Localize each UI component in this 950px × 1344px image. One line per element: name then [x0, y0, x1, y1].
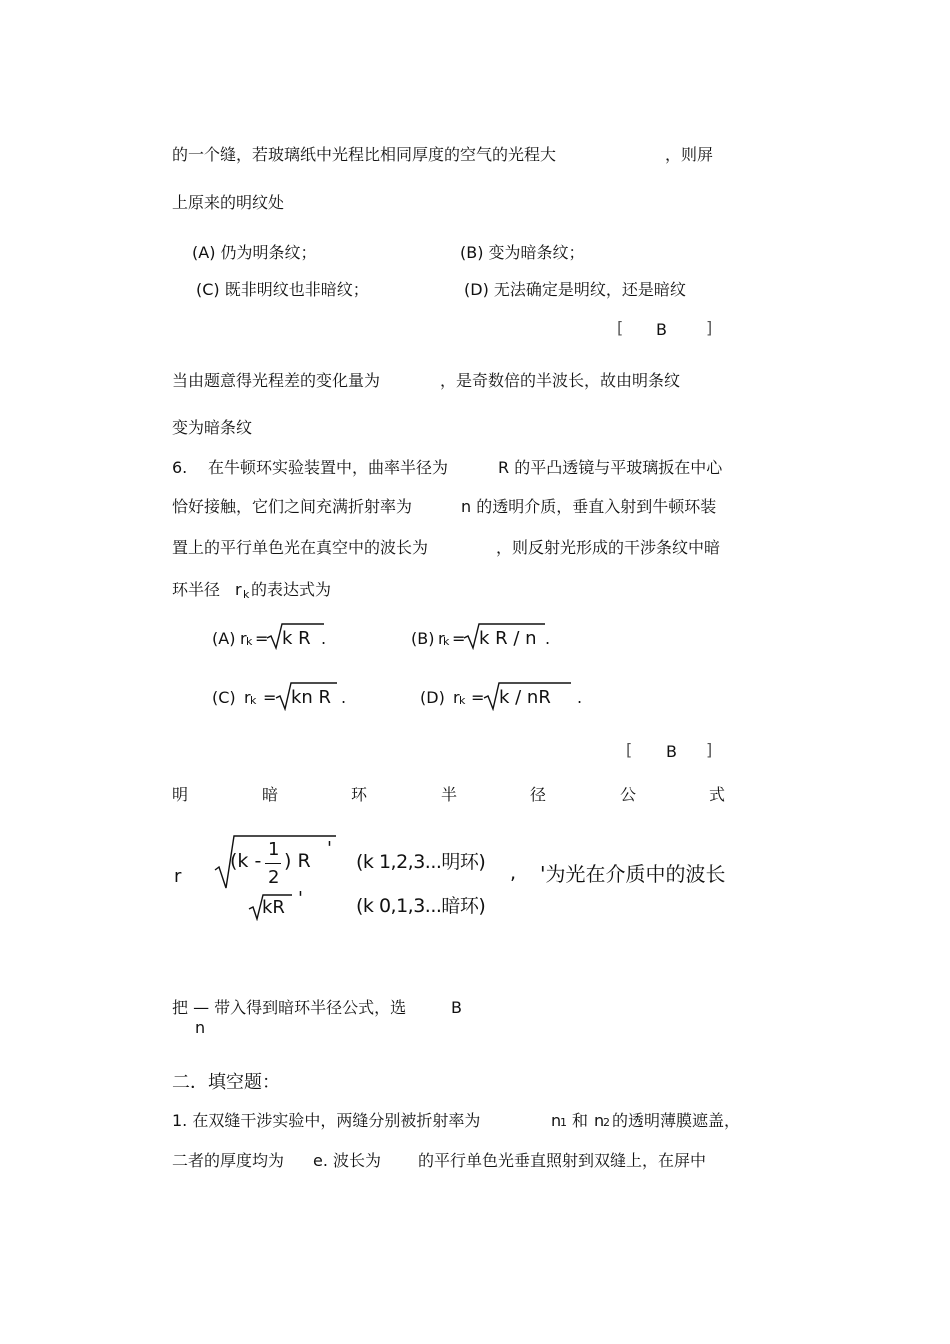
q6-option-a-radicand: k R — [282, 628, 311, 649]
q6-line2: 恰好接触，它们之间充满折射率为 — [172, 497, 413, 516]
q5-option-a: (A) 仍为明条纹； — [192, 243, 317, 262]
q6-line4-end: 的表达式为 — [251, 580, 332, 599]
q6-substitution-line: 把 — 带入得到暗环半径公式，选 — [172, 998, 407, 1017]
q5-line1-end: ，则屏 — [665, 145, 714, 164]
q5-explanation-1: 当由题意得光程差的变化量为 — [172, 371, 381, 390]
s2-q1-n2-sub: 2 — [603, 1116, 610, 1129]
q6-option-b-period: . — [545, 629, 551, 648]
q5-option-d: (D) 无法确定是明纹，还是暗纹 — [464, 280, 686, 299]
formula-heading-char: 半 — [441, 785, 458, 804]
q6-option-b-equals: = — [452, 629, 466, 648]
q6-line4: 环半径 — [172, 580, 221, 599]
q6-option-d-equals: = — [471, 688, 485, 707]
s2-q1-line2: 二者的厚度均为 — [172, 1151, 285, 1170]
formula-condition-bright: (k 1,2,3...明环) — [356, 851, 486, 873]
q6-option-a-label: (A) — [212, 629, 236, 648]
q5-line1: 的一个缝，若玻璃纸中光程比相同厚度的空气的光程大 — [172, 145, 557, 164]
s2-q1-line2-end: 的平行单色光垂直照射到双缝上，在屏中 — [418, 1151, 707, 1170]
q6-option-d-r: r — [453, 688, 460, 707]
q5-answer-bracket-close: ] — [706, 318, 713, 337]
q5-explanation-2: 变为暗条纹 — [172, 418, 253, 437]
formula-comma: , — [510, 862, 517, 884]
formula-heading-char: 公 — [620, 785, 637, 804]
q6-option-c-r: r — [244, 688, 251, 707]
formula-frac-bar — [265, 863, 281, 864]
q6-option-c-equals: = — [263, 688, 277, 707]
q6-option-c-radicand: kn R — [291, 687, 332, 708]
formula-heading-char: 径 — [530, 785, 547, 804]
q6-line1-end: R 的平凸透镜与平玻璃扳在中心 — [498, 458, 723, 477]
q6-option-d-radicand: k / nR — [499, 687, 551, 708]
formula-heading-char: 环 — [351, 785, 368, 804]
q5-option-b: (B) 变为暗条纹； — [460, 243, 585, 262]
q6-option-d-label: (D) — [420, 688, 445, 707]
section-2-title: 二．填空题： — [172, 1072, 280, 1093]
q5-answer-bracket-open: [ — [617, 318, 624, 337]
q6-option-b-r: r — [438, 629, 445, 648]
s2-q1-n1: n — [551, 1111, 562, 1130]
formula-frac-denominator: 2 — [268, 867, 280, 888]
s2-q1-and: 和 — [572, 1111, 589, 1130]
q5-explanation-1-end: ，是奇数倍的半波长，故由明条纹 — [440, 371, 681, 390]
q6-option-a-period: . — [321, 629, 327, 648]
formula-heading-char: 式 — [709, 785, 726, 804]
formula-r: r — [174, 866, 182, 887]
q6-option-b-radicand: k R / n — [479, 628, 537, 649]
q6-number: 6. — [172, 458, 188, 477]
q6-option-a-sub: k — [246, 635, 253, 648]
q6-option-c-sub: k — [250, 694, 257, 707]
formula-note: '为光在介质中的波长 — [540, 862, 726, 886]
q6-answer-bracket-close: ] — [706, 740, 713, 759]
q6-option-a-r: r — [240, 629, 247, 648]
q6-option-d-sub: k — [459, 694, 466, 707]
q6-substitution-n: n — [195, 1018, 206, 1037]
q6-line1: 在牛顿环实验装置中，曲率半径为 — [208, 458, 449, 477]
formula-heading-char: 明 — [172, 785, 189, 804]
q6-answer: B — [666, 742, 677, 761]
formula-heading-char: 暗 — [262, 785, 279, 804]
q6-answer-bracket-open: [ — [626, 740, 633, 759]
s2-q1-n2: n — [594, 1111, 605, 1130]
q6-option-b-sub: k — [443, 635, 450, 648]
q5-answer: B — [656, 320, 667, 339]
q6-option-d-period: . — [577, 688, 583, 707]
q6-option-c-label: (C) — [212, 688, 236, 707]
formula-bright-part2: ) R — [284, 850, 311, 872]
s2-q1-n1-sub: 1 — [560, 1116, 567, 1129]
q6-line3-end: ，则反射光形成的干涉条纹中暗 — [496, 538, 721, 557]
formula-dark-radicand: kR — [262, 897, 285, 918]
formula-frac-numerator: 1 — [268, 839, 280, 860]
s2-q1-line1: 1. 在双缝干涉实验中，两缝分别被折射率为 — [172, 1111, 481, 1130]
q6-line4-sub: k — [243, 588, 250, 601]
q6-line3: 置上的平行单色光在真空中的波长为 — [172, 538, 429, 557]
formula-prime-1: ' — [327, 838, 332, 859]
q6-option-c-period: . — [341, 688, 347, 707]
formula-bright-part1: (k - — [230, 850, 262, 872]
q5-option-c: (C) 既非明纹也非暗纹； — [196, 280, 369, 299]
q6-option-a-equals: = — [255, 629, 269, 648]
s2-q1-line1-end: 的透明薄膜遮盖， — [612, 1111, 741, 1130]
q6-line4-r: r — [235, 580, 242, 599]
s2-q1-e: e. 波长为 — [313, 1151, 382, 1170]
formula-prime-2: ' — [298, 888, 303, 909]
q5-line2: 上原来的明纹处 — [172, 193, 285, 212]
q6-option-b-label: (B) — [411, 629, 435, 648]
q6-substitution-answer: B — [451, 998, 462, 1017]
q6-line2-end: n 的透明介质，垂直入射到牛顿环装 — [461, 497, 717, 516]
formula-condition-dark: (k 0,1,3...暗环) — [356, 895, 486, 917]
